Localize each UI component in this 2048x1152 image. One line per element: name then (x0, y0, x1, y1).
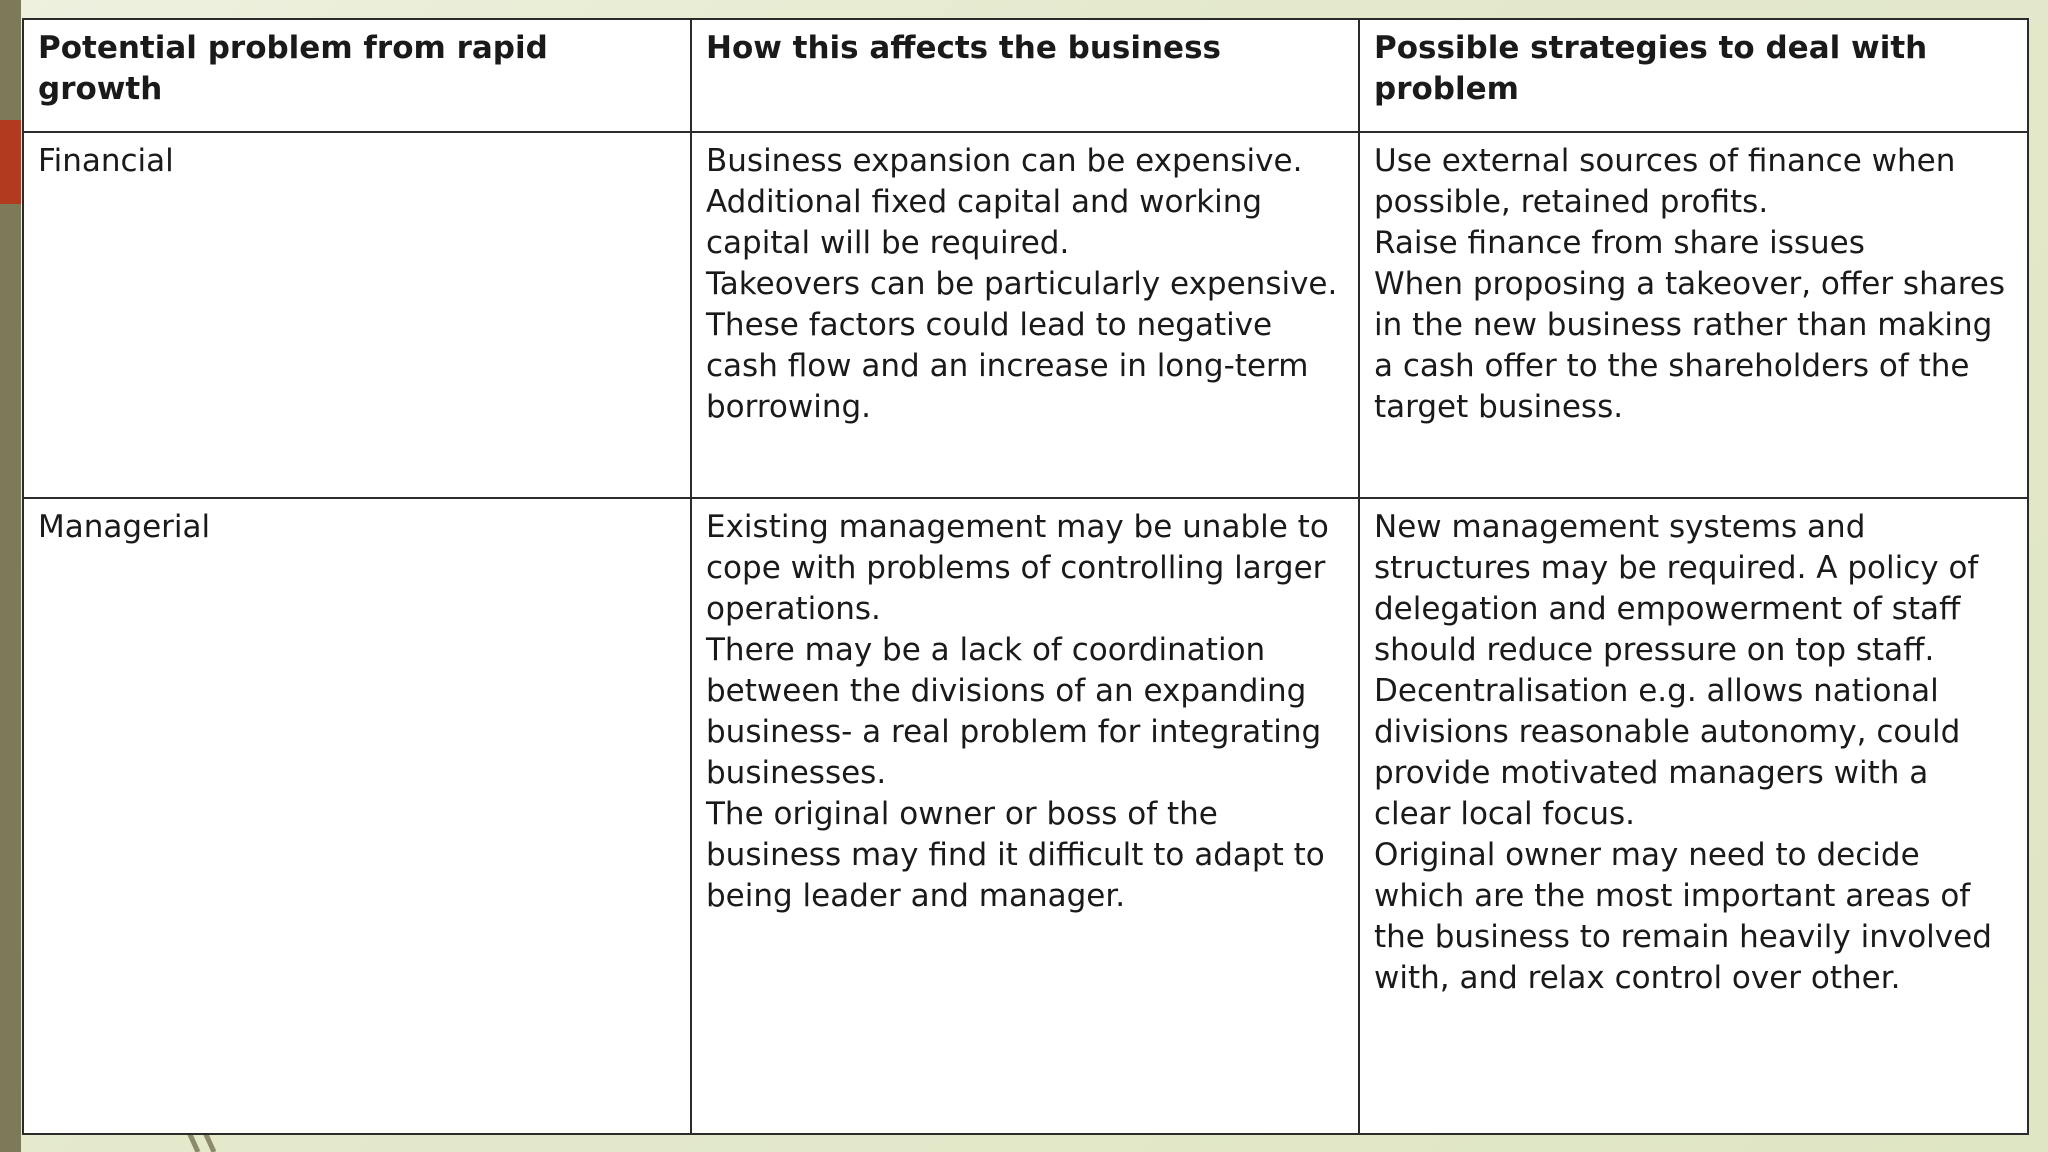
header-problem: Potential problem from rapid growth (23, 19, 691, 132)
cell-problem: Managerial (23, 498, 691, 1134)
cell-problem: Financial (23, 132, 691, 498)
header-row (23, 19, 2028, 132)
growth-problems-table (22, 18, 2029, 1135)
cell-effect: Existing management may be unable to cope with problems of controlling larger operations. There may be a lack of coordination between the divisions of an expanding business- a real problem for integrating businesses. The original owner or boss of the business may find it difficult to adapt to being leader and manager. (691, 498, 1359, 1134)
table-row-financial (23, 132, 2028, 498)
cell-strategy: New management systems and structures may be required. A policy of delegation and empowerment of staff should reduce pressure on top staff. Decentralisation e.g. allows national divisions reasonable autonomy, could provide motivated managers with a clear local focus. Original owner may need to decide which are the most important areas of the business to remain heavily involved with, and relax control over other. (1359, 498, 2028, 1134)
side-accent-block (0, 120, 21, 204)
header-strategy: Possible strategies to deal with problem (1359, 19, 2028, 132)
header-effect: How this affects the business (691, 19, 1359, 132)
table-row-managerial (23, 498, 2028, 1134)
cell-effect: Business expansion can be expensive. Additional fixed capital and working capital will be required. Takeovers can be particularly expensive. These factors could lead to negative cash flow and an increase in long-term borrowing. (691, 132, 1359, 498)
cell-strategy: Use external sources of finance when possible, retained profits. Raise finance from share issues When proposing a takeover, offer shares in the new business rather than making a cash offer to the shareholders of the target business. (1359, 132, 2028, 498)
